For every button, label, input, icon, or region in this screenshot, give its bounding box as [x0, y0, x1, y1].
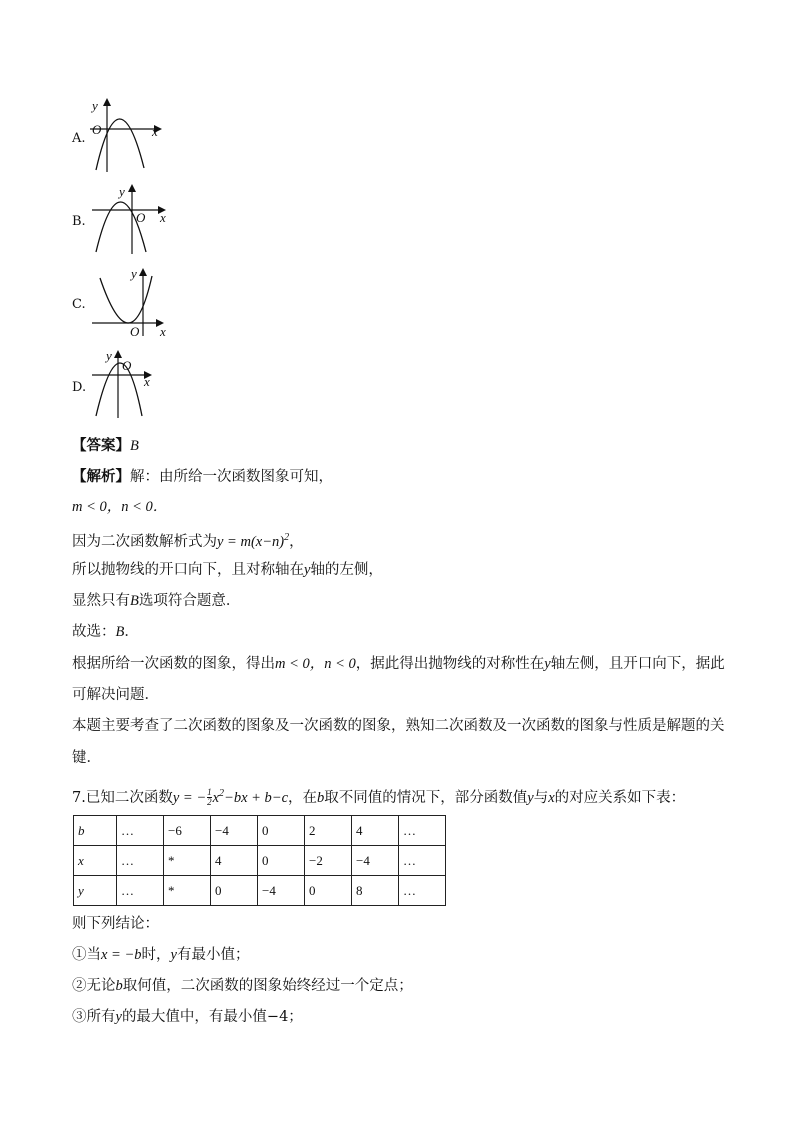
variable: x [548, 789, 555, 806]
conclusion-1 [72, 945, 249, 965]
origin-label: O [122, 358, 132, 373]
table-row [74, 816, 446, 846]
answer-line [72, 436, 139, 456]
fraction-numerator: 1 [207, 787, 212, 798]
analysis-line-1 [72, 467, 333, 487]
variable: y [544, 656, 551, 672]
analysis-text: 解：由所给一次函数图象可知， [130, 469, 333, 485]
conclusions-intro: 则下列结论： [72, 916, 159, 932]
option-c-graph [86, 264, 176, 344]
formula: m < 0，n < 0 [275, 656, 356, 672]
answer-tag: 【答案】 [72, 437, 130, 454]
option-a-graph [86, 96, 166, 176]
conclusion-3 [72, 1007, 303, 1027]
table-cell: 4 [211, 846, 258, 876]
parabola-curve [96, 363, 142, 416]
analysis-line-9: 本题主要考查了二次函数的图象及一次函数的图象，熟知二次函数及一次函数的图象与性质是解题的关 [72, 718, 725, 734]
table-cell: … [117, 876, 164, 906]
table-cell: −6 [164, 816, 211, 846]
table-cell: 0 [258, 816, 305, 846]
conclusion-text: ②无论 [72, 978, 116, 994]
parabola-curve [100, 276, 152, 323]
question-text: 7.已知二次函数 [72, 789, 173, 806]
analysis-tag: 【解析】 [72, 468, 130, 485]
y-axis-arrow-icon [103, 98, 111, 106]
question-7-stem [72, 784, 685, 808]
variable: B [130, 593, 139, 609]
y-label: y [106, 348, 112, 363]
analysis-text: 选项符合题意． [138, 593, 241, 609]
analysis-text: 因为二次函数解析式为 [72, 533, 217, 550]
conclusion-text: ①当 [72, 947, 101, 963]
table-cell: −2 [305, 846, 352, 876]
table-cell: b [74, 816, 117, 846]
variable: b [115, 978, 123, 994]
y-label: y [92, 98, 98, 113]
conclusion-text: 的最大值中，有最小值−4； [121, 1009, 303, 1025]
table-cell: −4 [352, 846, 399, 876]
analysis-text: ， [289, 533, 304, 550]
analysis-line-5 [72, 591, 240, 611]
analysis-text: 根据所给一次函数的图象，得出 [72, 656, 275, 672]
question-text: 的对应关系如下表： [554, 789, 686, 806]
analysis-line-10: 键． [72, 750, 101, 766]
option-d-graph [86, 346, 176, 426]
option-b-graph [86, 180, 176, 260]
origin-label: O [92, 122, 102, 137]
y-label: y [119, 184, 125, 199]
analysis-line-3 [72, 528, 304, 552]
analysis-text: ，据此得出抛物线的对称性在 [355, 656, 545, 672]
table-cell: * [164, 846, 211, 876]
table-cell: … [399, 876, 446, 906]
conclusion-text: ③所有 [72, 1009, 116, 1025]
table-cell: … [117, 846, 164, 876]
table-cell: … [399, 816, 446, 846]
origin-label: O [136, 210, 146, 225]
analysis-text: 故选： [72, 624, 116, 640]
formula: −bx + b−c [224, 789, 289, 806]
option-b-label: B. [72, 214, 86, 229]
table-row [74, 846, 446, 876]
table-cell: 0 [258, 846, 305, 876]
analysis-text: 轴的左侧， [310, 562, 383, 578]
conclusion-text: 取何值，二次函数的图象始终经过一个定点； [122, 978, 413, 994]
analysis-line-6 [72, 622, 139, 642]
y-label: y [131, 266, 137, 281]
table-cell: 8 [352, 876, 399, 906]
variable: y [527, 789, 534, 806]
x-label: x [144, 374, 150, 389]
analysis-line-4 [72, 560, 383, 580]
table-cell: … [399, 846, 446, 876]
table-cell: … [117, 816, 164, 846]
variable: B [115, 624, 125, 640]
table-cell: 2 [305, 816, 352, 846]
analysis-text: 轴左侧，且开口向下，据此 [550, 656, 725, 672]
analysis-line-8: 可解决问题． [72, 687, 159, 703]
x-label: x [160, 210, 166, 225]
formula: y = m(x−n) [217, 533, 285, 550]
analysis-text: 所以抛物线的开口向下，且对称轴在 [72, 562, 304, 578]
y-axis-arrow-icon [114, 350, 122, 358]
option-d-label: D. [72, 380, 87, 395]
x-label: x [160, 324, 166, 339]
table-cell: 0 [211, 876, 258, 906]
x-label: x [152, 124, 158, 139]
variable: b [317, 789, 325, 806]
table-cell: y [74, 876, 117, 906]
formula-exponent: 2 [284, 532, 290, 543]
question-text: 与 [533, 789, 549, 806]
variable: y [170, 947, 177, 963]
parabola-curve [96, 119, 144, 170]
table-cell: * [164, 876, 211, 906]
question-text: ，在 [288, 789, 318, 806]
conclusion-text: 有最小值； [176, 947, 250, 963]
formula-exponent: 2 [219, 788, 225, 799]
formula: y = − [172, 789, 207, 806]
option-c-label: C. [72, 297, 86, 312]
analysis-line-2: m < 0，n < 0． [72, 499, 168, 515]
table-cell: −4 [258, 876, 305, 906]
table-cell: x [74, 846, 117, 876]
conclusion-text: 时， [141, 947, 171, 963]
variable: y [115, 1009, 122, 1025]
analysis-text: 显然只有 [72, 593, 130, 609]
table-cell: −4 [211, 816, 258, 846]
table-cell: 0 [305, 876, 352, 906]
origin-label: O [130, 324, 140, 339]
table-cell: 4 [352, 816, 399, 846]
analysis-text: ． [124, 624, 139, 640]
fraction [207, 788, 212, 807]
analysis-line-7 [72, 654, 725, 674]
question-text: 取不同值的情况下，部分函数值 [324, 789, 528, 806]
conclusion-2 [72, 976, 413, 996]
formula: x [212, 789, 220, 806]
formula: x = −b [101, 947, 142, 963]
option-a-label: A. [72, 131, 86, 146]
y-axis-arrow-icon [128, 184, 136, 192]
y-axis-arrow-icon [139, 268, 147, 276]
answer-value: B [130, 438, 139, 454]
variable: y [304, 562, 311, 578]
fraction-denominator: 2 [207, 797, 212, 808]
table-row [74, 876, 446, 906]
value-table [73, 815, 446, 906]
